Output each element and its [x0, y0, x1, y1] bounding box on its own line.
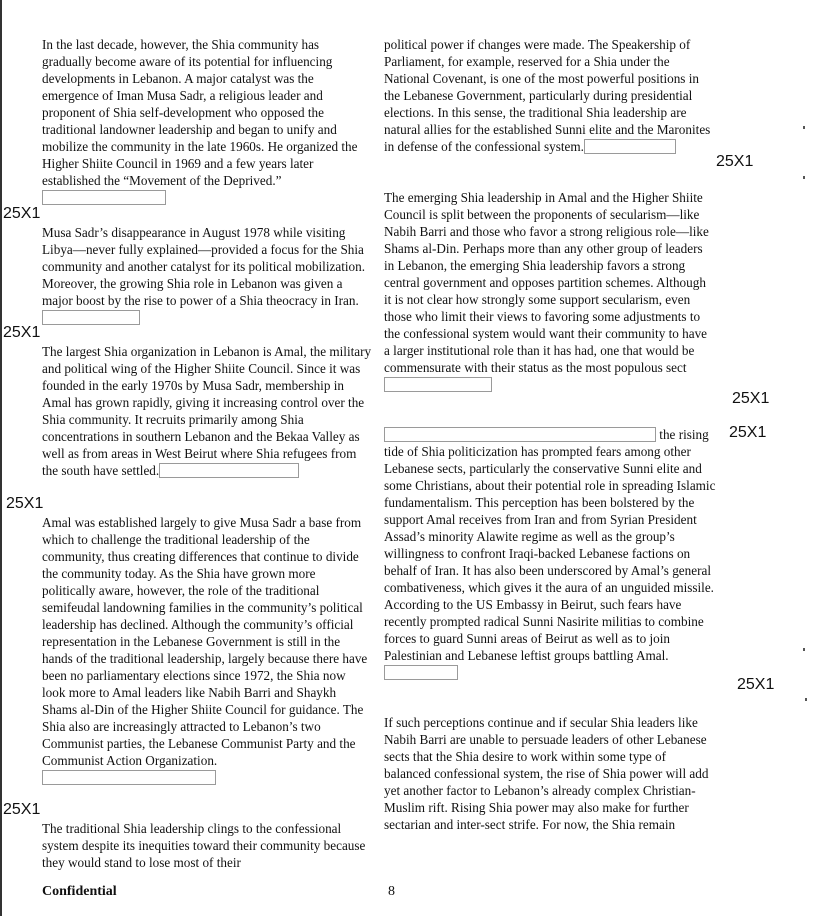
paragraph-left-3: The largest Shia organization in Lebanon is Amal, the military and political wing of the Higher Shiite Council. Since it was founded in the early 1970s by Musa Sadr, membership in Amal has grown rapidly, giving it increasing control over the Shia community. It recruits primarily among Shia concentrations in southern Lebanon and the Bekaa Valley as well as from areas in West Beirut where Shia refugees from the south have settled.	[42, 344, 372, 478]
redaction-box	[384, 665, 458, 680]
margin-mark: 25X1	[3, 801, 41, 818]
redaction-box	[42, 770, 216, 785]
paragraph-left-5: The traditional Shia leadership clings to the confessional system despite its inequities toward their community because they would stand to lose most of their	[42, 821, 366, 870]
redaction-box	[384, 427, 656, 442]
scan-speck	[803, 176, 805, 179]
redaction-box	[584, 139, 676, 154]
scan-speck	[803, 126, 805, 129]
paragraph-right-1: political power if changes were made. The Speakership of Parliament, for example, reserved for a Shia under the National Covenant, is one of the most powerful positions in the Lebanese Government, particularly during presidential elections. In this sense, the traditional Shia leadership are natural allies for the established Sunni elite and the Maronites in defense of the confessional system.	[384, 37, 711, 154]
classification-footer: Confidential	[42, 884, 117, 899]
paragraph-right-2: The emerging Shia leadership in Amal and the Higher Shiite Council is split between the proponents of secularism—like Nabih Barri and those who favor a strong religious role—like Shams al-Din. Perhaps more than any other group of leaders in Lebanon, the emerging Shia leadership favors a strong central government and opposes partition schemes. Although it is not clear how strongly some support secularism, even those who limit their views to favoring some adjustments to the confessional system would want their community to have a larger institutional role than it has had, one that would be commensurate with their status as the most populous sect	[384, 189, 716, 393]
scan-speck	[805, 698, 807, 701]
page-number: 8	[388, 884, 395, 899]
margin-mark: 25X1	[3, 205, 41, 222]
paragraph-left-2: Musa Sadr’s disappearance in August 1978 while visiting Libya—never fully explained—provided a focus for the Shia community and another catalyst for its political mobilization. Moreover, the growing Shia role in Lebanon was given a major boost by the rise to power of a Shia theocracy in Iran.	[42, 224, 372, 326]
margin-mark: 25X1	[737, 676, 775, 693]
scan-speck	[803, 648, 805, 651]
margin-mark: 25X1	[6, 495, 44, 512]
paragraph-left-4: Amal was established largely to give Musa Sadr a base from which to challenge the traditional leadership of the community, thus creating differences that continue to divide the community today. As the Shia have grown more politically aware, however, the role of the traditional semifeudal landowning families in the community’s political leadership has declined. Although the community’s official representation in the Lebanese Government is still in the hands of the traditional leadership, largely because there have been no parliamentary elections since 1972, the Shia now look more to Amal leaders like Nabih Barri and Shaykh Shams al-Din of the Higher Shiite Council for guidance. The Shia also are increasingly attracted to Lebanon’s two Communist parties, the Lebanese Communist Party and the Communist Action Organization.	[42, 514, 372, 786]
paragraph-right-4: If such perceptions continue and if secular Shia leaders like Nabih Barri are unable to persuade leaders of other Lebanese sects that the Shia desire to work within some type of balanced confessional system, the rise of Shia power will add yet another factor to Lebanon’s already complex Christian-Muslim rift. Rising Shia power may also make for further sectarian and inter-sect strife. For now, the Shia remain	[384, 715, 709, 832]
margin-mark: 25X1	[729, 424, 767, 441]
margin-mark: 25X1	[3, 324, 41, 341]
redaction-box	[159, 463, 299, 478]
redaction-box	[42, 310, 140, 325]
redaction-box	[384, 377, 492, 392]
paragraph-left-1: In the last decade, however, the Shia community has gradually become aware of its potential for influencing developments in Lebanon. A major catalyst was the emergence of Iman Musa Sadr, a religious leader and proponent of Shia self-development who opposed the traditional landowner leadership and began to unify and mobilize the community in the late 1960s. He organized the Higher Shiite Council in 1969 and a few years later established the “Movement of the Deprived.”	[42, 36, 372, 206]
redaction-box	[42, 190, 166, 205]
scan-edge	[0, 0, 2, 916]
margin-mark: 25X1	[732, 390, 770, 407]
margin-mark: 25X1	[716, 153, 754, 170]
paragraph-right-3: the rising tide of Shia politicization has prompted fears among other Lebanese sects, particularly the conservative Sunni elite and some Christians, about their potential role in spreading Islamic fundamentalism. This perception has been bolstered by the support Amal receives from Iran and from Syrian President Assad’s minority Alawite regime as well as the group’s willingness to confront Iraqi-backed Lebanese factions on behalf of Iran. It has also been underscored by Amal’s general combativeness, which gives it the aura of an unguided missile. According to the US Embassy in Beirut, such fears have recently prompted radical Sunni Nasirite militias to combine forces to guard Sunni areas of Beirut as well as to join Palestinian and Lebanese leftist groups battling Amal.	[384, 426, 716, 681]
